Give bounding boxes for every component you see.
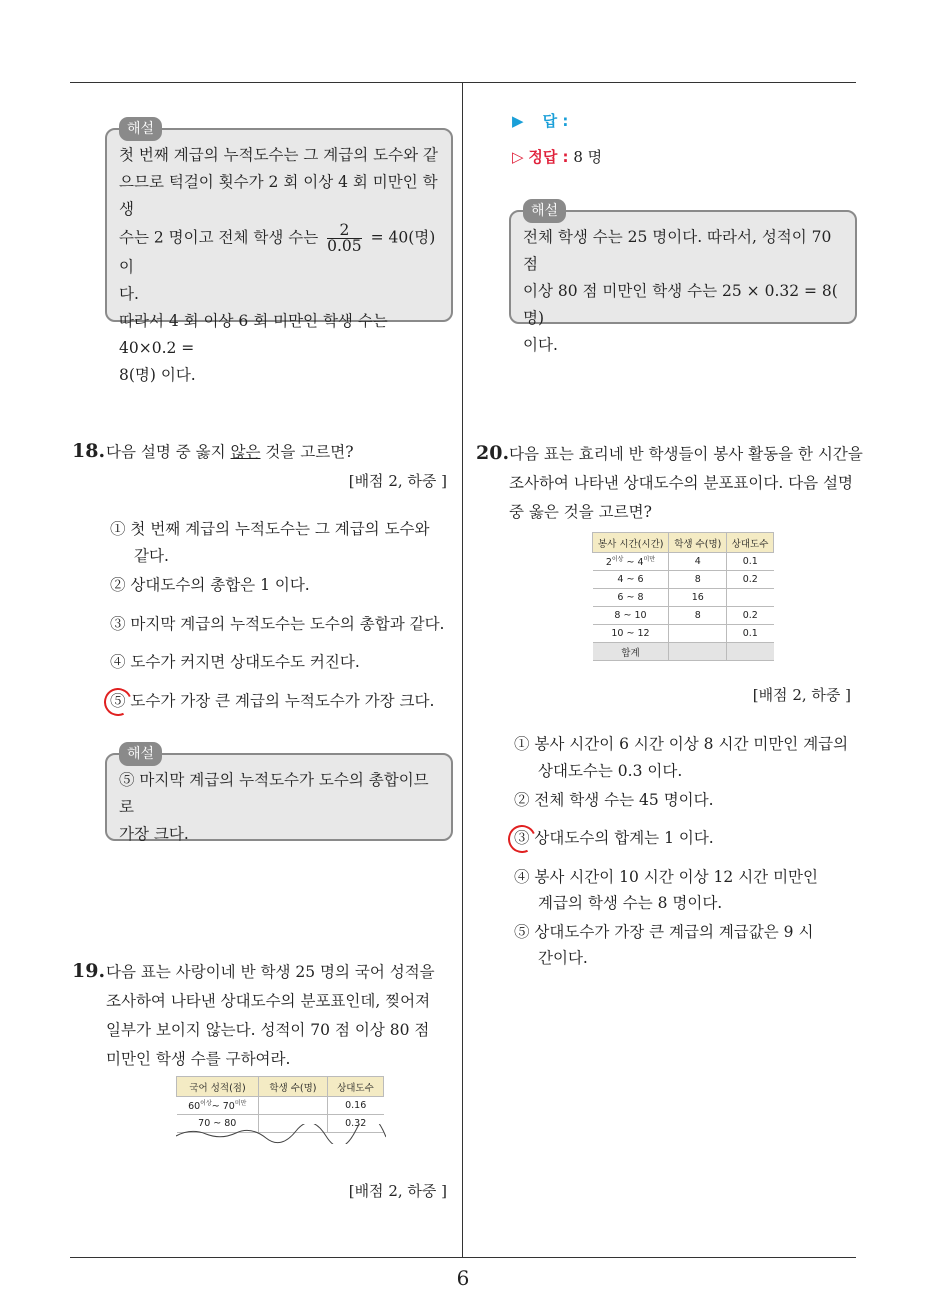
fraction: $\frac{2}{0.05}$ [327,221,362,255]
table-cell: $60^{이상}\sim$ $70^{미만}$ [177,1097,259,1115]
solution-line: 가장 크다. [119,825,189,843]
correct-answer-row: ▷ 정답 : 8 명 [512,148,603,166]
question-text: 다음 표는 효리네 반 학생들이 봉사 활동을 한 시간을 조사하여 나타낸 상대도수의 분포표이다. 다음 설명 중 옳은 것을 고르면? [509,445,863,521]
option-4[interactable]: ④ 봉사 시간이 10 시간 이상 12 시간 미만인 [514,868,818,886]
solution-line: 이상 80 점 미만인 학생 수는 25 × 0.32 = 8( 명) [523,282,838,327]
table-cell [669,643,727,661]
solution-box-17 [105,121,453,384]
play-icon: ▶ [512,112,524,130]
solution-line: 이다. [523,336,558,354]
table-header: 상대도수 [727,533,774,553]
torn-edge [176,1124,386,1144]
table-total-row [593,643,774,661]
table-cell: 8 [669,571,727,589]
table-row [177,1097,384,1115]
table-cell: 8 [669,607,727,625]
solution-line: 따라서 4 회 이상 6 회 미만인 학생 수는 40×0.2 = [119,312,388,357]
page-number: 6 [456,1266,470,1290]
solution-line: 으므로 턱걸이 횟수가 2 회 이상 4 회 미만인 학생 [119,173,438,218]
option-1[interactable]: ① 봉사 시간이 6 시간 이상 8 시간 미만인 계급의 [514,735,849,753]
solution-box-18 [105,746,453,843]
table-cell: 0.1 [727,625,774,643]
table-cell [727,589,774,607]
question-number: 19. [72,960,106,982]
option-1-cont: 같다. [134,547,169,565]
top-rule [70,82,856,83]
table-header: 봉사 시간(시간) [593,533,669,553]
table-cell: 16 [669,589,727,607]
table-cell: 4 [669,553,727,571]
solution-line: ⑤ 마지막 계급의 누적도수가 도수의 총합이므로 [119,771,429,816]
points-label: [배점 2, 하중 ] [348,1182,447,1200]
option-3[interactable]: ③ 마지막 계급의 누적도수는 도수의 총합과 같다. [110,615,445,633]
option-1-cont: 상대도수는 0.3 이다. [538,762,683,780]
solution-line: 전체 학생 수는 25 명이다. 따라서, 성적이 70 점 [523,228,832,273]
solution-line: 다. [119,285,139,303]
table-header: 상대도수 [327,1077,383,1097]
question-text: 다음 표는 사랑이네 반 학생 25 명의 국어 성적을 조사하여 나타낸 상대도수의 분포표인데, 찢어져 일부가 보이지 않는다. 성적이 70 점 이상 80 점 미만인 학생 수를 구하여라. [106,963,435,1068]
table-cell: 0.2 [727,607,774,625]
solution-line: 첫 번째 계급의 누적도수는 그 계급의 도수와 같 [119,146,438,164]
table-cell: 6 ~ 8 [593,589,669,607]
table-header: 국어 성적(점) [177,1077,259,1097]
solution-badge: 해설 [119,117,162,141]
table-cell: 70 ~ 80 [177,1115,259,1133]
table-cell: 8 ~ 10 [593,607,669,625]
table-row [593,589,774,607]
table-cell [669,625,727,643]
option-5-cont: 간이다. [538,949,588,967]
points-label: [배점 2, 하중 ] [752,686,851,704]
solution-badge: 해설 [523,199,566,223]
solution-line: 8(명) 이다. [119,366,196,384]
option-5[interactable]: ⑤ 상대도수가 가장 큰 계급의 계급값은 9 시 [514,923,814,941]
table-row [593,553,774,571]
table-row [593,607,774,625]
frequency-table-20 [592,532,774,661]
triangle-icon: ▷ [512,148,524,166]
solution-line: 수는 2 명이고 전체 학생 수는 $\frac{2}{0.05}$ = 40(명) 이 [119,221,436,276]
table-header-row [177,1077,384,1097]
table-cell: 합계 [593,643,669,661]
column-divider [462,83,463,1258]
table-cell: 0.1 [727,553,774,571]
table-header-row [593,533,774,553]
table-row [593,625,774,643]
table-cell: 4 ~ 6 [593,571,669,589]
bottom-rule [70,1257,856,1258]
option-3[interactable]: ③ 상대도수의 합계는 1 이다. [514,829,714,847]
points-label: [배점 2, 하중 ] [348,472,447,490]
table-cell: 10 ~ 12 [593,625,669,643]
solution-box-19 [509,203,857,354]
table-header: 학생 수(명) [259,1077,328,1097]
table-cell: 0.32 [327,1115,383,1133]
question-number: 20. [476,442,510,464]
table-cell [727,643,774,661]
option-4-cont: 계급의 학생 수는 8 명이다. [538,894,723,912]
option-2[interactable]: ② 전체 학생 수는 45 명이다. [514,791,714,809]
table-cell: $2^{이상}$ ~ $4^{미만}$ [593,553,669,571]
table-cell: 0.16 [327,1097,383,1115]
option-2[interactable]: ② 상대도수의 총합은 1 이다. [110,576,310,594]
table-header: 학생 수(명) [669,533,727,553]
question-number: 18. [72,440,106,462]
answer-row: ▶ 답 : [512,112,569,130]
option-1[interactable]: ① 첫 번째 계급의 누적도수는 그 계급의 도수와 [110,520,430,538]
solution-badge: 해설 [119,742,162,766]
option-5[interactable]: ⑤ 도수가 가장 큰 계급의 누적도수가 가장 크다. [110,692,435,710]
table-cell: 0.2 [727,571,774,589]
table-cell [259,1097,328,1115]
question-text: 다음 설명 중 옳지 않은 것을 고르면? [106,443,354,461]
option-4[interactable]: ④ 도수가 커지면 상대도수도 커진다. [110,653,360,671]
table-row [593,571,774,589]
